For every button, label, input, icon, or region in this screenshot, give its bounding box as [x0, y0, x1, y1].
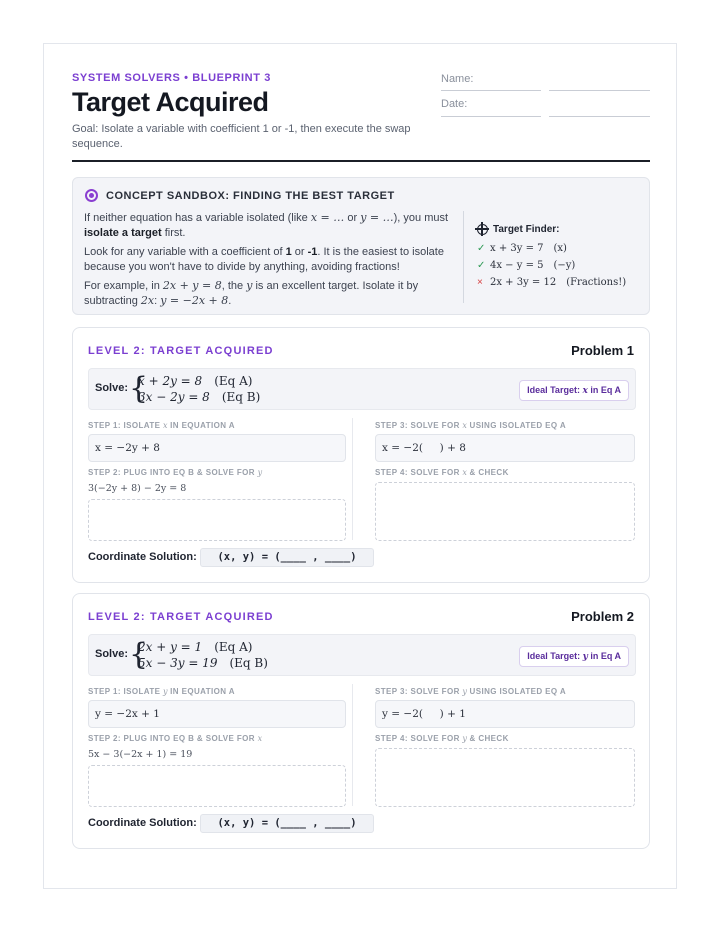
step-3-answer-box[interactable]: y = −2( ) + 1: [375, 700, 635, 728]
step-1-answer-box[interactable]: x = −2y + 8: [88, 434, 346, 462]
concept-paragraph-3: For example, in 2x + y = 8, the y is an excellent target. Isolate it by subtracting 2x: y = −2x + 8.: [84, 279, 419, 307]
problem-card-2: [72, 593, 650, 849]
problem-number: Problem 2: [571, 609, 634, 624]
concept-paragraph-2: Look for any variable with a coefficient of 1 or -1. It is the easiest to isolate because you won't have to divide by anything, avoiding fractions!: [84, 246, 444, 273]
finder-equation: 2x + 3y = 12: [490, 277, 557, 288]
problem-number: Problem 1: [571, 343, 634, 358]
goal-text: Goal: Isolate a variable with coefficient 1 or -1, then execute the swap sequence.: [72, 123, 411, 150]
finder-equation: x + 3y = 7: [490, 243, 544, 254]
step-2-label: STEP 2: PLUG INTO EQ B & SOLVE FOR y: [88, 468, 263, 477]
step-1-label: STEP 1: ISOLATE x IN EQUATION A: [88, 421, 235, 430]
target-finder: [477, 224, 647, 291]
coordinate-solution-field[interactable]: (x, y) = (____ , ____): [200, 814, 374, 833]
step-4-work-area[interactable]: [375, 482, 635, 541]
step-3-label: STEP 3: SOLVE FOR y USING ISOLATED EQ A: [375, 687, 567, 696]
step-1-answer-box[interactable]: y = −2x + 1: [88, 700, 346, 728]
coordinate-solution-field[interactable]: (x, y) = (____ , ____): [200, 548, 374, 567]
name-field[interactable]: [549, 90, 650, 91]
name-label: Name:: [441, 73, 474, 85]
equation-a: x + 2y = 8 (Eq A): [138, 374, 253, 388]
system-box: [88, 368, 636, 410]
step-2-label: STEP 2: PLUG INTO EQ B & SOLVE FOR x: [88, 734, 263, 743]
finder-row: [477, 274, 647, 291]
step-4-label: STEP 4: SOLVE FOR x & CHECK: [375, 468, 509, 477]
step-2-work-area[interactable]: [88, 765, 346, 807]
step-3-label: STEP 3: SOLVE FOR x USING ISOLATED EQ A: [375, 421, 567, 430]
finder-equation: 4x − y = 5: [490, 260, 544, 271]
name-label-underline: [441, 90, 541, 91]
solve-label: Solve:: [95, 382, 129, 394]
page-title: Target Acquired: [72, 87, 269, 117]
step-4-label: STEP 4: SOLVE FOR y & CHECK: [375, 734, 509, 743]
worksheet-header: [72, 72, 650, 162]
solve-label: Solve:: [95, 648, 129, 660]
concept-heading: [85, 189, 395, 202]
ideal-target-badge: Ideal Target: x in Eq A: [519, 380, 629, 401]
system-brace: {: [129, 371, 149, 406]
system-brace: {: [129, 637, 149, 672]
equation-b: 5x − 3y = 19 (Eq B): [138, 656, 268, 670]
cross-icon: ×: [477, 277, 483, 288]
target-icon: [85, 189, 98, 202]
step-2-expression: 3(−2y + 8) − 2y = 8: [88, 483, 187, 494]
finder-row: [477, 257, 647, 274]
concept-body: [84, 211, 450, 313]
header-divider: [72, 160, 650, 162]
concept-divider: [463, 211, 464, 303]
finder-row: [477, 240, 647, 257]
equation-a: 2x + y = 1 (Eq A): [138, 640, 253, 654]
step-1-label: STEP 1: ISOLATE y IN EQUATION A: [88, 687, 235, 696]
finder-tag: (x): [553, 243, 567, 254]
check-icon: ✓: [477, 243, 486, 254]
coordinate-solution-label: Coordinate Solution:: [88, 551, 197, 563]
date-label-underline: [441, 116, 541, 117]
worksheet-page: [43, 43, 677, 889]
date-field[interactable]: [549, 116, 650, 117]
equation-b: 3x − 2y = 8 (Eq B): [138, 390, 261, 404]
column-divider: [352, 684, 353, 806]
step-4-work-area[interactable]: [375, 748, 635, 807]
check-icon: ✓: [477, 260, 486, 271]
step-3-answer-box[interactable]: x = −2( ) + 8: [375, 434, 635, 462]
level-label: LEVEL 2: TARGET ACQUIRED: [88, 345, 274, 357]
system-box: [88, 634, 636, 676]
series-kicker: SYSTEM SOLVERS • BLUEPRINT 3: [72, 72, 271, 84]
step-2-expression: 5x − 3(−2x + 1) = 19: [88, 749, 193, 760]
date-label: Date:: [441, 98, 468, 110]
ideal-target-badge: Ideal Target: y in Eq A: [519, 646, 629, 667]
level-label: LEVEL 2: TARGET ACQUIRED: [88, 611, 274, 623]
coordinate-solution-label: Coordinate Solution:: [88, 817, 197, 829]
concept-heading-text: CONCEPT SANDBOX: FINDING THE BEST TARGET: [106, 189, 395, 202]
step-2-work-area[interactable]: [88, 499, 346, 541]
system-equations: [138, 639, 268, 671]
finder-tag: (−y): [553, 260, 576, 271]
finder-tag: (Fractions!): [566, 277, 627, 288]
concept-sandbox: [72, 177, 650, 315]
system-equations: [138, 373, 260, 405]
column-divider: [352, 418, 353, 540]
crosshair-icon: [477, 224, 488, 235]
problem-card-1: [72, 327, 650, 583]
concept-paragraph-1: If neither equation has a variable isolated (like x = … or y = …), you must isolate a target first.: [84, 211, 449, 239]
target-finder-title: Target Finder:: [477, 224, 647, 235]
